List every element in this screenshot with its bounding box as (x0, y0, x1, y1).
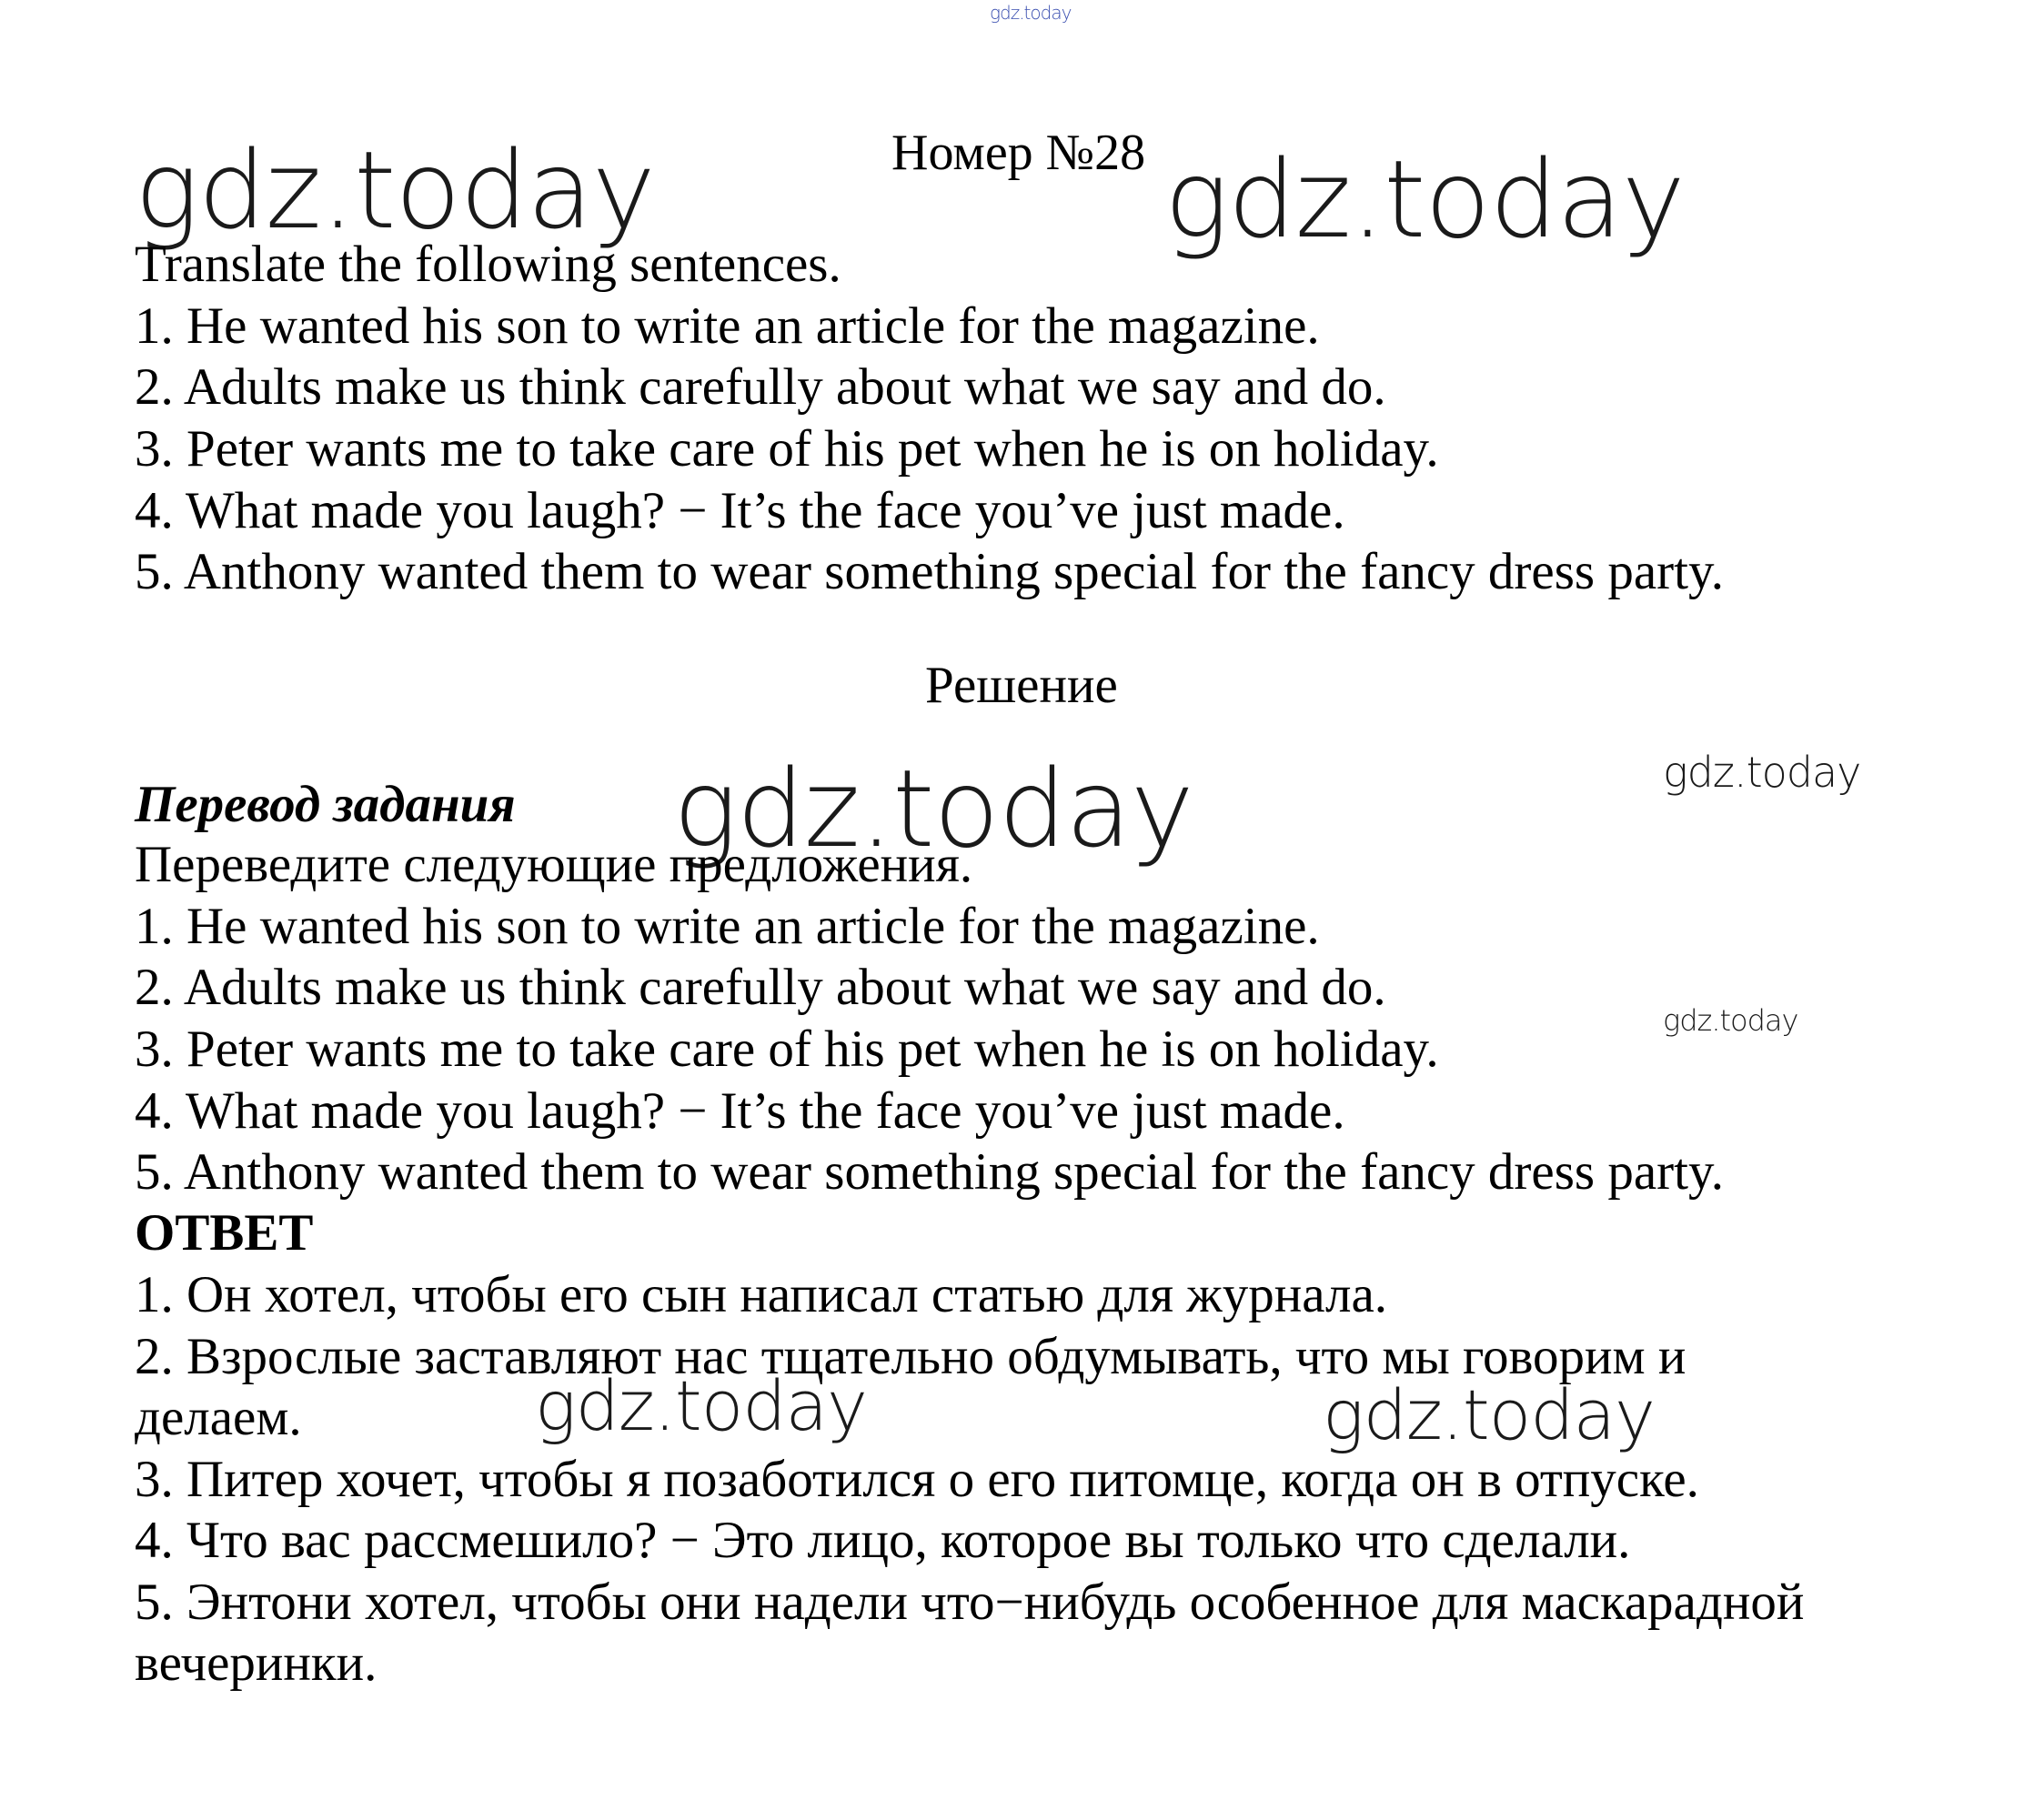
watermark-large-5: gdz.today (1323, 1374, 1655, 1455)
answer-line-3: делаем. (135, 1389, 302, 1446)
page-title: Номер №28 (891, 125, 1146, 181)
task-sentence-3: 3. Peter wants me to take care of his pet when he is on holiday. (135, 420, 1439, 478)
watermark-top-small: gdz.today (990, 2, 1072, 24)
answer-line-1: 1. Он хотел, чтобы его сын написал статью для журнала. (135, 1266, 1387, 1323)
watermark-small-right-1: gdz.today (1663, 748, 1861, 797)
translation-heading: Перевод задания (135, 776, 516, 833)
translation-sentence-3: 3. Peter wants me to take care of his pet when he is on holiday. (135, 1021, 1439, 1078)
translation-sentence-5: 5. Anthony wanted them to wear something special for the fancy dress party. (135, 1143, 1724, 1201)
answer-line-5: 4. Что вас рассмешило? − Это лицо, которое вы только что сделали. (135, 1512, 1631, 1569)
translation-sentence-2: 2. Adults make us think carefully about what we say and do. (135, 959, 1386, 1016)
answer-line-6: 5. Энтони хотел, чтобы они надели что−нибудь особенное для маскарадной (135, 1574, 1805, 1631)
watermark-small-right-2: gdz.today (1663, 1003, 1798, 1038)
answer-heading: ОТВЕТ (135, 1204, 314, 1262)
answer-line-2: 2. Взрослые заставляют нас тщательно обдумывать, что мы говорим и (135, 1328, 1687, 1385)
task-sentence-4: 4. What made you laugh? − It’s the face you’ve just made. (135, 482, 1345, 539)
watermark-large-4: gdz.today (535, 1365, 867, 1446)
task-sentence-1: 1. He wanted his son to write an article for the magazine. (135, 297, 1320, 355)
task-sentence-5: 5. Anthony wanted them to wear something special for the fancy dress party. (135, 543, 1724, 600)
watermark-large-2: gdz.today (1164, 136, 1685, 262)
solution-heading: Решение (925, 657, 1118, 714)
watermark-large-1: gdz.today (135, 127, 655, 253)
translation-sentence-4: 4. What made you laugh? − It’s the face you’ve just made. (135, 1082, 1345, 1140)
translation-sentence-1: 1. He wanted his son to write an article for the magazine. (135, 898, 1320, 955)
task-instruction: Translate the following sentences. (135, 236, 841, 293)
answer-line-4: 3. Питер хочет, чтобы я позаботился о его питомце, когда он в отпуске. (135, 1451, 1699, 1508)
watermark-large-3: gdz.today (673, 746, 1193, 871)
task-sentence-2: 2. Adults make us think carefully about what we say and do. (135, 358, 1386, 416)
translation-instruction: Переведите следующие предложения. (135, 836, 973, 893)
answer-line-7: вечеринки. (135, 1634, 378, 1692)
